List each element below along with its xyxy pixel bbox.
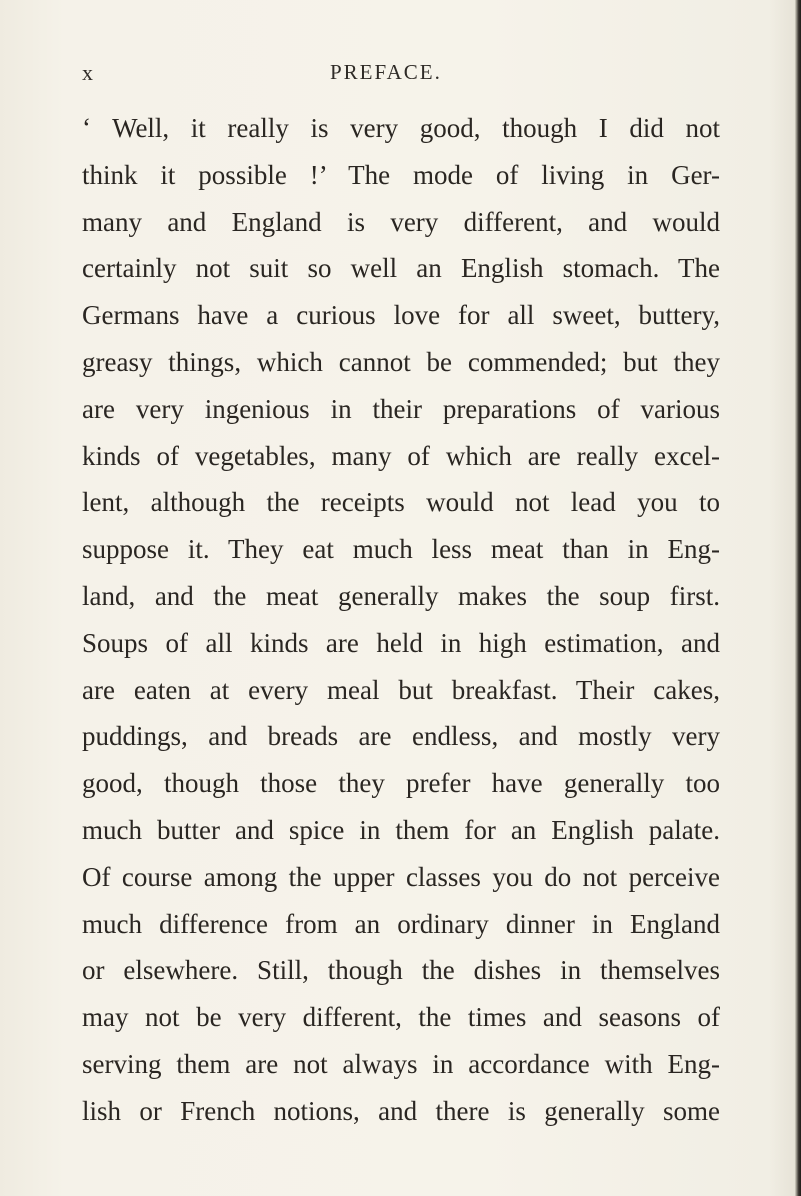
text-line: suppose it. They eat much less meat than in Eng- xyxy=(82,534,720,565)
text-line: much difference from an ordinary dinner in England xyxy=(82,908,720,939)
text-line: kinds of vegetables, many of which are really excel- xyxy=(82,440,720,471)
page-number: x xyxy=(82,60,94,85)
text-line: Of course among the upper classes you do not perceive xyxy=(82,861,720,892)
text-line: many and England is very different, and would xyxy=(82,206,720,237)
text-line: Germans have a curious love for all sweet, buttery, xyxy=(82,300,720,331)
text-line: serving them are not always in accordance with Eng- xyxy=(82,1048,720,1079)
running-title: PREFACE. xyxy=(330,60,442,84)
text-line: greasy things, which cannot be commended; but they xyxy=(82,346,720,377)
text-line: are very ingenious in their preparations of various xyxy=(82,393,720,424)
text-line: lent, although the receipts would not lead you to xyxy=(82,487,720,518)
text-line: good, though those they prefer have generally too xyxy=(82,768,720,799)
text-line: may not be very different, the times and seasons of xyxy=(82,1002,720,1033)
text-line: or elsewhere. Still, though the dishes in themselves xyxy=(82,955,720,986)
body-text xyxy=(82,105,720,1135)
running-head xyxy=(82,60,722,90)
text-line: think it possible !’ The mode of living in Ger- xyxy=(82,159,720,190)
text-line: land, and the meat generally makes the soup first. xyxy=(82,580,720,611)
text-line: certainly not suit so well an English stomach. The xyxy=(82,253,720,284)
text-line: much butter and spice in them for an English palate. xyxy=(82,814,720,845)
text-line: Soups of all kinds are held in high estimation, and xyxy=(82,627,720,658)
text-line: ‘ Well, it really is very good, though I did not xyxy=(82,113,720,143)
text-line: lish or French notions, and there is generally some xyxy=(82,1095,720,1126)
page-edge-shadow xyxy=(795,0,801,1196)
text-line: puddings, and breads are endless, and mostly very xyxy=(82,721,720,752)
text-line: are eaten at every meal but breakfast. Their cakes, xyxy=(82,674,720,705)
